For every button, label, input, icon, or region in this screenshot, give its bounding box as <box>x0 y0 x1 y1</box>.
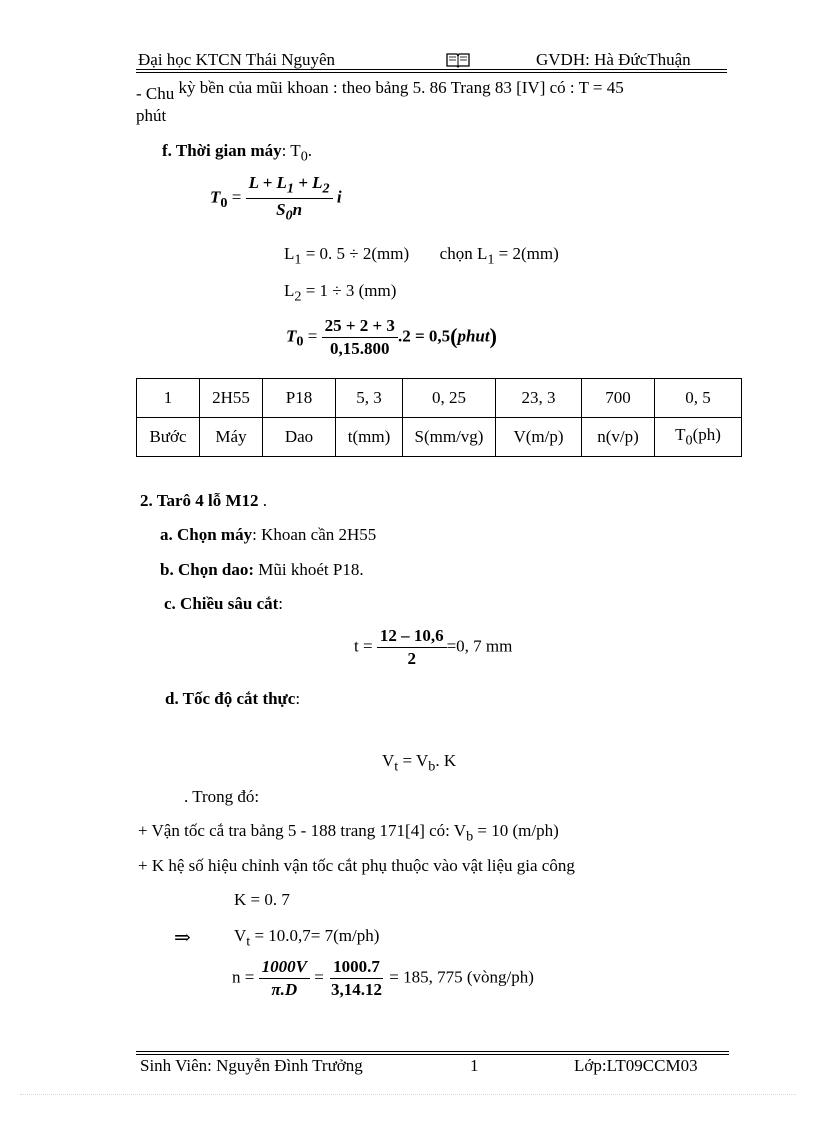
intro-cont: phút <box>136 106 167 125</box>
section-2-title: 2. Tarô 4 lỗ M12 . <box>140 491 268 510</box>
n-formula: n = $\frac{1000V}{\pi.D}$ = $\frac{1000.7}{3,14.12}$ = 185, 775 (vòng/ph) <box>232 957 534 999</box>
page-bottom-dotted-rule <box>20 1094 796 1095</box>
footer-student: Sinh Viên: Nguyễn Đình Trưởng <box>140 1056 363 1075</box>
vt-formula: $V_t = V_b$. K <box>382 751 457 775</box>
formula-t0-value: $T_0$ = $\frac{25 + 2 + 3}{0,15.800}$ .2 = 0,5(phut) <box>286 316 497 358</box>
footer-rule <box>136 1051 729 1052</box>
table-header-cell: S(mm/vg) <box>403 418 496 457</box>
table-header-cell: t(mm) <box>336 418 403 457</box>
trong-do: . Trong đó: <box>184 787 260 806</box>
plus-line-1: + Vận tốc cắ tra bảng 5 - 188 trang 171[4] có: $V_b = 10$ (m/ph) <box>138 821 559 845</box>
machining-table <box>136 378 742 457</box>
header-rule <box>136 69 727 70</box>
footer-rule-2 <box>136 1054 729 1055</box>
table-header-cell: Máy <box>200 418 263 457</box>
depth-formula: t = $\frac{12 - 10,6}{2}$ =0, 7 mm <box>354 626 513 668</box>
header-advisor: GVDH: Hà ĐứcThuận <box>536 50 691 69</box>
section-2a: a. Chọn máy: Khoan cần 2H55 <box>160 525 377 544</box>
intro-line: - Chu kỳ bền của mũi khoan : theo bảng 5. 86 Trang 83 [IV] có : T = 45 <box>136 78 624 103</box>
header-school: Đại học KTCN Thái Nguyên <box>138 50 336 69</box>
implies-arrow: ⇒ <box>174 927 191 949</box>
footer-page-number: 1 <box>470 1056 479 1075</box>
formula-t0: $T_0$ = $\frac{L + L_1 + L_2}{S_0n}$ i <box>210 173 342 224</box>
table-cell: 0, 25 <box>403 379 496 418</box>
plus-line-2: + K hệ số hiệu chỉnh vận tốc cắt phụ thuộc vào vật liệu gia công <box>138 856 575 875</box>
table-header-cell: V(m/p) <box>496 418 582 457</box>
table-cell: 0, 5 <box>655 379 742 418</box>
l2-line: $L_2 = 1 \div 3$ (mm) <box>284 281 397 305</box>
open-book-icon <box>446 52 470 68</box>
vt-value: $V_t = 10.0,7= 7(m/ph)$ <box>234 926 380 950</box>
section-f-heading: f. Thời gian máy: $T_0$. <box>162 141 313 165</box>
table-cell: 23, 3 <box>496 379 582 418</box>
table-cell: 1 <box>137 379 200 418</box>
table-header-cell: n(v/p) <box>582 418 655 457</box>
table-cell: 2H55 <box>200 379 263 418</box>
section-2b: b. Chọn dao: Mũi khoét P18. <box>160 560 364 579</box>
header-rule-2 <box>136 72 727 73</box>
table-cell: 700 <box>582 379 655 418</box>
table-header-cell: Dao <box>263 418 336 457</box>
table-header-cell: Bước <box>137 418 200 457</box>
table-row <box>137 418 742 457</box>
table-cell: P18 <box>263 379 336 418</box>
footer-class: Lớp:LT09CCM03 <box>574 1056 698 1075</box>
l1-line: $L_1 = 0$. 5 ÷ 2(mm) chọn $L_1 = 2(mm)$ <box>284 244 559 268</box>
k-value: K = 0. 7 <box>234 890 290 909</box>
section-2d: d. Tốc độ cắt thực: <box>165 689 301 708</box>
table-row <box>137 379 742 418</box>
section-2c: c. Chiều sâu cắt: <box>164 594 284 613</box>
table-header-cell: $T_0(ph)$ <box>655 418 742 457</box>
table-cell: 5, 3 <box>336 379 403 418</box>
